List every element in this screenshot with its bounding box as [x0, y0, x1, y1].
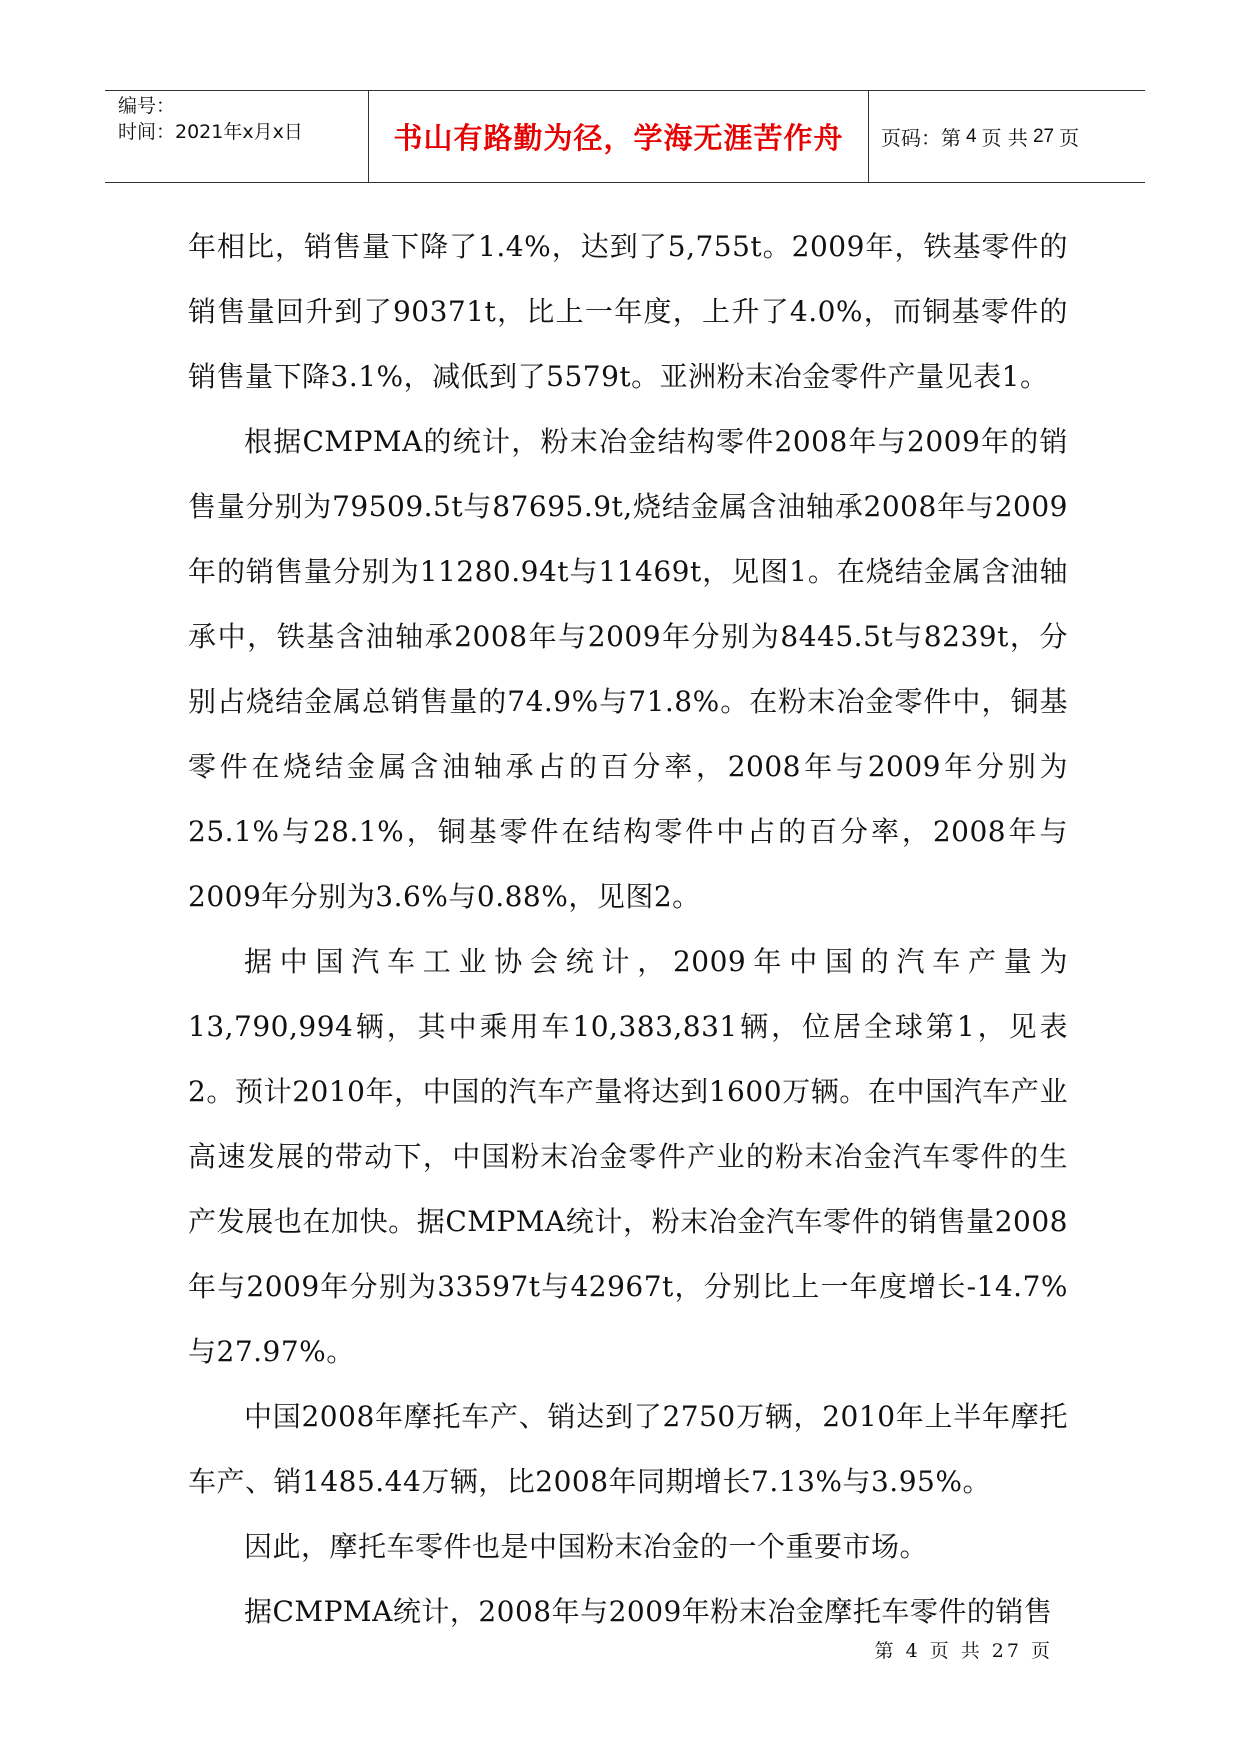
time-label: 时间：2021年x月x日: [118, 121, 303, 143]
page-header: [105, 90, 1145, 183]
document-body: [188, 214, 1068, 1644]
header-motto: 书山有路勤为径，学海无涯苦作舟: [369, 91, 869, 182]
paragraph-automobile-production: 据中国汽车工业协会统计，2009年中国的汽车产量为13,790,994辆，其中乘用车10,383,831辆，位居全球第1，见表2。预计2010年，中国的汽车产量将达到1600万辆。在中国汽车产业高速发展的带动下，中国粉末冶金零件产业的粉末冶金汽车零件的生产发展也在加快。据CMPMA统计，粉末冶金汽车零件的销售量2008年与2009年分别为33597t与42967t，分别比上一年度增长-14.7%与27.97%。: [188, 945, 1068, 1368]
page-total: 27: [1032, 125, 1055, 147]
paragraph-cmpma-statistics: 根据CMPMA的统计，粉末冶金结构零件2008年与2009年的销售量分别为79509.5t与87695.9t,烧结金属含油轴承2008年与2009年的销售量分别为11280.94t与11469t，见图1。在烧结金属含油轴承中，铁基含油轴承2008年与2009年分别为8445.5t与8239t，分别占烧结金属总销售量的74.9%与71.8%。在粉末冶金零件中，铜基零件在烧结金属含油轴承占的百分率，2008年与2009年分别为25.1%与28.1%，铜基零件在结构零件中占的百分率，2008年与2009年分别为3.6%与0.88%，见图2。: [188, 425, 1068, 913]
page-label-prefix: 页码：第: [881, 126, 961, 150]
page-footer: 第 4 页 共 27 页: [874, 1640, 1053, 1662]
paragraph-motorcycle-market: 因此，摩托车零件也是中国粉末冶金的一个重要市场。: [244, 1530, 929, 1563]
page-label-suffix: 页: [1059, 126, 1080, 150]
paragraph-motorcycle-production: 中国2008年摩托车产、销达到了2750万辆，2010年上半年摩托车产、销1485.44万辆，比2008年同期增长7.13%与3.95%。: [188, 1400, 1068, 1498]
paragraph-continued: 年相比，销售量下降了1.4%，达到了5,755t。2009年，铁基零件的销售量回升到了90371t，比上一年度，上升了4.0%，而铜基零件的销售量下降3.1%，减低到了5579t。亚洲粉末冶金零件产量见表1。: [188, 230, 1068, 393]
serial-number-label: 编号：: [118, 95, 176, 117]
page-label-mid: 页 共: [981, 126, 1028, 150]
header-meta: [105, 91, 369, 182]
paragraph-motorcycle-parts-sales: 据CMPMA统计，2008年与2009年粉末冶金摩托车零件的销售: [244, 1595, 1053, 1628]
header-page-info: [869, 91, 1145, 182]
page-number: 4: [966, 125, 977, 147]
